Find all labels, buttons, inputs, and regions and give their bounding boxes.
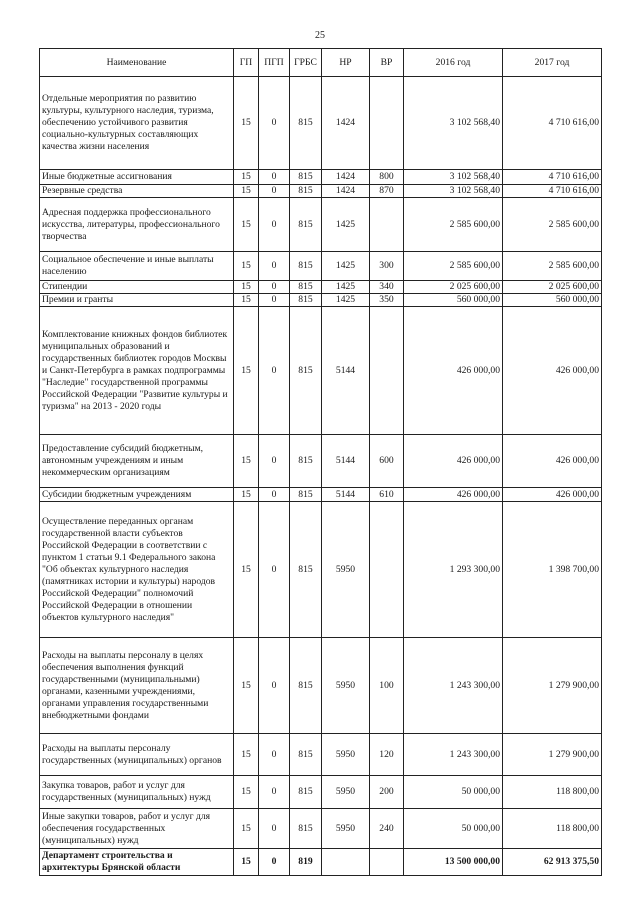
header-ppgp: ПГП [259,49,290,77]
cell-nr: 1425 [322,294,370,307]
cell-name: Адресная поддержка профессионального искусства, литературы, профессионального творчества [40,198,234,252]
cell-nr: 5144 [322,488,370,502]
table-row [40,502,602,638]
cell-name: Отдельные мероприятия по развитию культуры, культурного наследия, туризма, обеспечению устойчивого развития социально-культурных составляющих качества жизни населения [40,77,234,170]
cell-gp: 15 [234,185,259,198]
cell-2016: 2 585 600,00 [404,252,503,281]
table-row [40,638,602,734]
cell-gp: 15 [234,638,259,734]
cell-name: Комплектование книжных фондов библиотек муниципальных образований и государственных библиотек городов Москвы и Санкт-Петербурга в рамках подпрограммы "Наследие" государственной программы Российской Федерации "Развитие культуры и туризма" на 2013 - 2020 годы [40,307,234,435]
cell-gp: 15 [234,307,259,435]
cell-vr: 300 [370,252,404,281]
cell-2016: 560 000,00 [404,294,503,307]
cell-name: Закупка товаров, работ и услуг для государственных (муниципальных) нужд [40,776,234,809]
cell-name: Расходы на выплаты персоналу государственных (муниципальных) органов [40,734,234,776]
header-nr: НР [322,49,370,77]
cell-ppgp: 0 [259,252,290,281]
cell-vr [370,198,404,252]
table-row [40,185,602,198]
cell-nr: 5144 [322,307,370,435]
cell-2017: 2 585 600,00 [503,198,602,252]
cell-2017: 2 025 600,00 [503,281,602,294]
cell-ppgp: 0 [259,502,290,638]
cell-name: Иные бюджетные ассигнования [40,170,234,185]
cell-2017: 2 585 600,00 [503,252,602,281]
cell-grbs: 815 [290,170,322,185]
cell-2017: 1 279 900,00 [503,734,602,776]
cell-ppgp: 0 [259,809,290,849]
table-row [40,488,602,502]
cell-grbs: 819 [290,849,322,876]
table-row [40,734,602,776]
table-row-total [40,849,602,876]
cell-vr: 120 [370,734,404,776]
header-vr: ВР [370,49,404,77]
cell-nr: 1424 [322,77,370,170]
cell-2016: 50 000,00 [404,776,503,809]
cell-ppgp: 0 [259,294,290,307]
table-row [40,435,602,488]
cell-nr: 1424 [322,170,370,185]
cell-name: Социальное обеспечение и иные выплаты населению [40,252,234,281]
cell-gp: 15 [234,502,259,638]
cell-ppgp: 0 [259,307,290,435]
header-name: Наименование [40,49,234,77]
cell-vr: 200 [370,776,404,809]
cell-2016: 2 585 600,00 [404,198,503,252]
table-header-row [40,49,602,77]
cell-nr: 1424 [322,185,370,198]
cell-2016: 50 000,00 [404,809,503,849]
cell-2017: 118 800,00 [503,776,602,809]
cell-vr [370,77,404,170]
cell-2016: 3 102 568,40 [404,170,503,185]
table-row [40,281,602,294]
cell-ppgp: 0 [259,77,290,170]
cell-ppgp: 0 [259,435,290,488]
table-row [40,77,602,170]
table-row [40,809,602,849]
cell-2016: 13 500 000,00 [404,849,503,876]
cell-2017: 4 710 616,00 [503,170,602,185]
budget-table [39,48,602,876]
cell-gp: 15 [234,488,259,502]
cell-vr: 240 [370,809,404,849]
cell-2017: 1 398 700,00 [503,502,602,638]
table-row [40,294,602,307]
cell-grbs: 815 [290,198,322,252]
cell-grbs: 815 [290,281,322,294]
cell-nr: 1425 [322,198,370,252]
cell-nr: 1425 [322,281,370,294]
cell-2017: 62 913 375,50 [503,849,602,876]
cell-ppgp: 0 [259,198,290,252]
cell-grbs: 815 [290,488,322,502]
cell-gp: 15 [234,294,259,307]
cell-ppgp: 0 [259,849,290,876]
table-row [40,170,602,185]
cell-gp: 15 [234,170,259,185]
cell-vr: 340 [370,281,404,294]
cell-grbs: 815 [290,638,322,734]
cell-2016: 426 000,00 [404,307,503,435]
cell-ppgp: 0 [259,185,290,198]
cell-2016: 426 000,00 [404,435,503,488]
cell-grbs: 815 [290,307,322,435]
cell-name: Расходы на выплаты персоналу в целях обеспечения выполнения функций государственными (муниципальными) органами, казенными учреждениями, органами управления государственными внебюджетными фондами [40,638,234,734]
cell-name: Резервные средства [40,185,234,198]
cell-nr: 1425 [322,252,370,281]
cell-name: Предоставление субсидий бюджетным, автономным учреждениям и иным некоммерческим организациям [40,435,234,488]
cell-gp: 15 [234,77,259,170]
cell-vr: 600 [370,435,404,488]
cell-nr: 5144 [322,435,370,488]
cell-ppgp: 0 [259,488,290,502]
cell-name: Иные закупки товаров, работ и услуг для обеспечения государственных (муниципальных) нужд [40,809,234,849]
table-row [40,252,602,281]
cell-name: Департамент строительства и архитектуры Брянской области [40,849,234,876]
cell-vr [370,849,404,876]
cell-nr: 5950 [322,776,370,809]
cell-name: Осуществление переданных органам государственной власти субъектов Российской Федерации в соответствии с пунктом 1 статьи 9.1 Федерального закона "Об объектах культурного наследия (памятниках истории и культуры) народов Российской Федерации" полномочий Российской Федерации в отношении объектов культурного наследия" [40,502,234,638]
cell-name: Субсидии бюджетным учреждениям [40,488,234,502]
cell-grbs: 815 [290,252,322,281]
cell-vr [370,502,404,638]
cell-nr: 5950 [322,809,370,849]
cell-2016: 1 293 300,00 [404,502,503,638]
cell-name: Премии и гранты [40,294,234,307]
cell-vr: 100 [370,638,404,734]
cell-vr: 350 [370,294,404,307]
cell-gp: 15 [234,734,259,776]
cell-ppgp: 0 [259,734,290,776]
cell-grbs: 815 [290,502,322,638]
cell-grbs: 815 [290,435,322,488]
header-2016: 2016 год [404,49,503,77]
cell-2017: 426 000,00 [503,435,602,488]
cell-vr: 800 [370,170,404,185]
page-number: 25 [315,30,325,41]
cell-gp: 15 [234,198,259,252]
cell-name: Стипендии [40,281,234,294]
cell-vr: 610 [370,488,404,502]
cell-2016: 2 025 600,00 [404,281,503,294]
cell-2017: 4 710 616,00 [503,185,602,198]
header-grbs: ГРБС [290,49,322,77]
cell-2016: 426 000,00 [404,488,503,502]
cell-2017: 560 000,00 [503,294,602,307]
cell-2017: 118 800,00 [503,809,602,849]
cell-ppgp: 0 [259,638,290,734]
cell-nr: 5950 [322,734,370,776]
cell-gp: 15 [234,435,259,488]
cell-2017: 426 000,00 [503,307,602,435]
cell-gp: 15 [234,849,259,876]
cell-2017: 426 000,00 [503,488,602,502]
cell-gp: 15 [234,252,259,281]
cell-2017: 4 710 616,00 [503,77,602,170]
cell-2016: 3 102 568,40 [404,185,503,198]
cell-2016: 1 243 300,00 [404,734,503,776]
cell-grbs: 815 [290,809,322,849]
header-gp: ГП [234,49,259,77]
table-row [40,307,602,435]
cell-grbs: 815 [290,294,322,307]
cell-gp: 15 [234,809,259,849]
cell-gp: 15 [234,776,259,809]
cell-gp: 15 [234,281,259,294]
cell-ppgp: 0 [259,170,290,185]
cell-vr: 870 [370,185,404,198]
cell-nr: 5950 [322,638,370,734]
cell-nr [322,849,370,876]
cell-vr [370,307,404,435]
cell-2016: 3 102 568,40 [404,77,503,170]
cell-2016: 1 243 300,00 [404,638,503,734]
table-row [40,776,602,809]
cell-ppgp: 0 [259,281,290,294]
cell-ppgp: 0 [259,776,290,809]
cell-nr: 5950 [322,502,370,638]
header-2017: 2017 год [503,49,602,77]
cell-grbs: 815 [290,77,322,170]
cell-grbs: 815 [290,734,322,776]
cell-2017: 1 279 900,00 [503,638,602,734]
cell-grbs: 815 [290,185,322,198]
cell-grbs: 815 [290,776,322,809]
table-row [40,198,602,252]
